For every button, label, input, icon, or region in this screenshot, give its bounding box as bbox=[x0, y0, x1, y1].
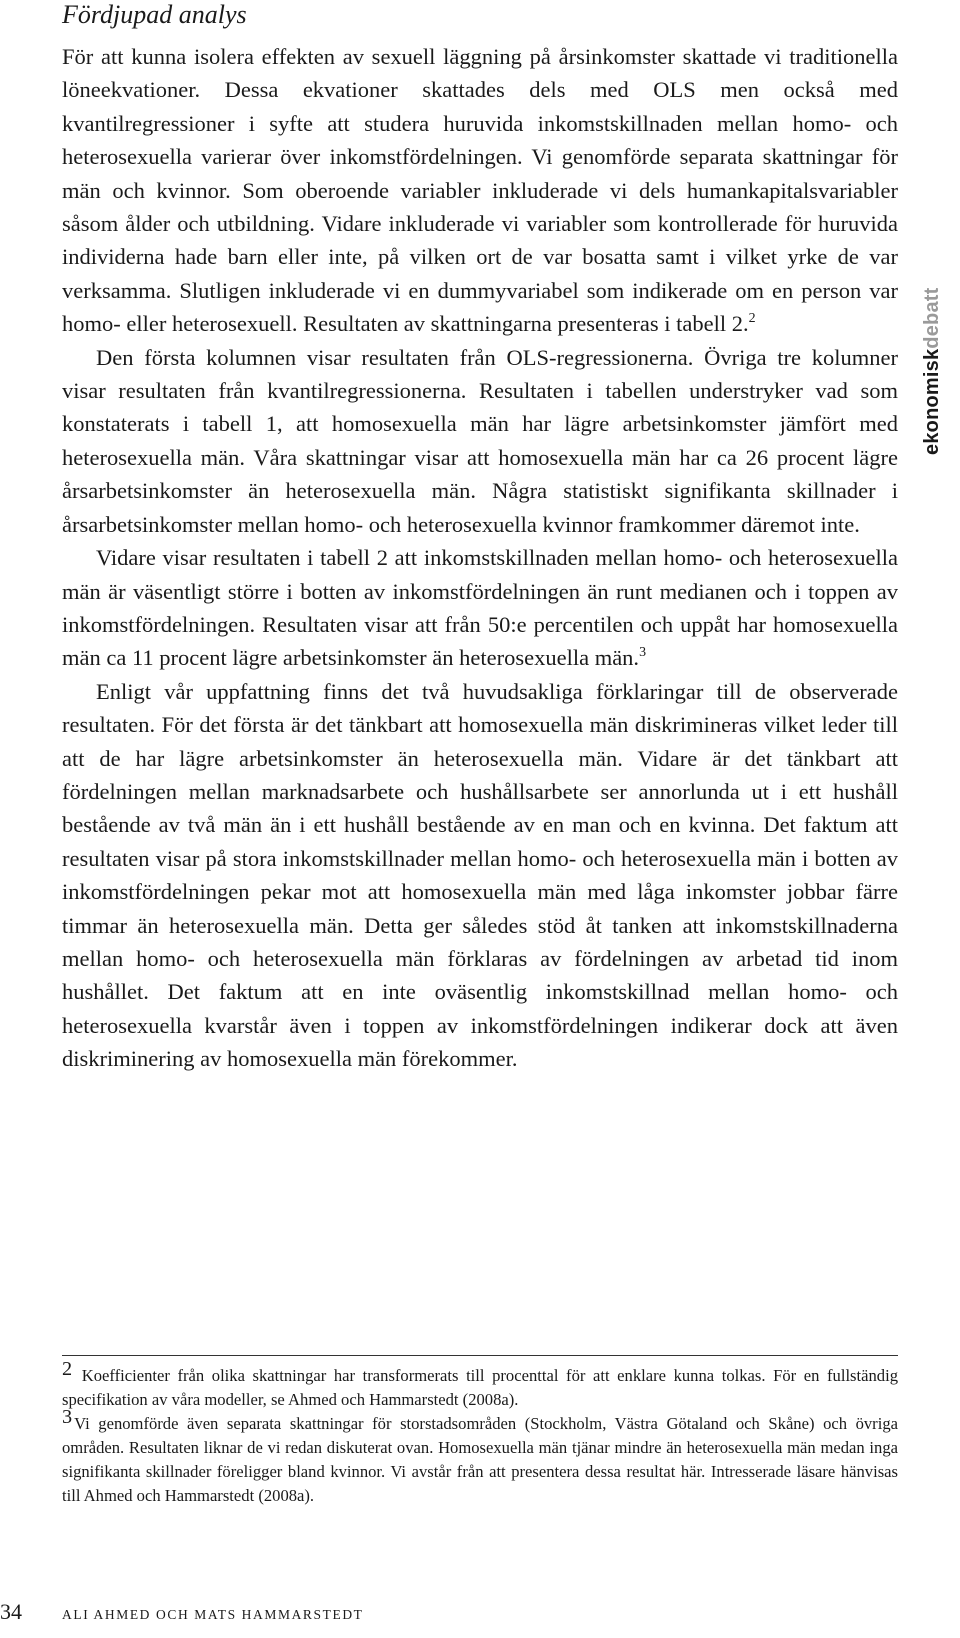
footnote bbox=[62, 1405, 898, 1508]
running-footer: ALI AHMED OCH MATS HAMMARSTEDT bbox=[62, 1607, 364, 1622]
paragraph-text: Den första kolumnen visar resultaten från OLS-regressionerna. Övriga tre kolumner visar resultaten från kvantilregressionerna. Resultaten i tabellen understryker vad som konstaterats i tabell 1, att homosexuella män har lägre arbetsinkomster jämfört med heterosexuella män. Våra skattningar visar att homosexuella män har ca 26 procent lägre årsarbetsinkomster än heterosexuella män. Några statistiskt signifikanta skillnader i årsarbetsinkomster mellan homo- och heterosexuella kvinnor framkommer däremot inte. bbox=[62, 344, 898, 537]
journal-name-part: ekonomisk bbox=[921, 348, 943, 455]
journal-name-part: debatt bbox=[921, 287, 943, 349]
footnote-ref[interactable]: 2 bbox=[748, 311, 756, 327]
section-heading: Fördjupad analys bbox=[62, 0, 247, 29]
paragraph bbox=[62, 341, 898, 541]
journal-side-label bbox=[921, 288, 944, 456]
page-number: 34 bbox=[0, 1599, 22, 1624]
paragraph bbox=[62, 675, 898, 1076]
paragraph bbox=[62, 40, 898, 341]
paragraph-text: Enligt vår uppfattning finns det två huvudsakliga förklaringar till de observerade resultaten. För det första är det tänkbart att homosexuella män diskrimineras vilket leder till att de har lägre arbetsinkomster än heterosexuella män. Vidare är det tänkbart att fördelningen mellan marknadsarbete och hushållsarbete ser annorlunda ut i ett hushåll bestående av två män än i ett hushåll bestående av en man och en kvinna. Det faktum att resultaten visar på stora inkomstskillnader mellan homo- och heterosexuella män i botten av inkomstfördelningen pekar mot att homosexuella män med låga inkomster jobbar färre timmar än heterosexuella män. Detta ger således stöd åt tanken att inkomstskillnaderna mellan homo- och heterosexuella män förklaras av fördelningen av arbetad tid inom hushållet. Det faktum att en inte oväsentlig inkomstskillnad mellan homo- och heterosexuella kvarstår även i toppen av inkomstfördelningen indikerar dock att även diskriminering av homosexuella män förekommer. bbox=[62, 678, 898, 1072]
footnotes bbox=[62, 1357, 898, 1508]
body-text bbox=[62, 40, 898, 1076]
footnote-text: Vi genomförde även separata skattningar för storstadsområden (Stockholm, Västra Götaland och Skåne) och övriga områden. Resultaten liknar de vi redan diskuterat ovan. Homosexuella män tjänar mindre än heterosexuella män medan inga signifikanta skillnader föreligger bland kvinnor. Vi avstår från att presentera dessa resultat här. Intresserade läsare hänvisas till Ahmed och Hammarstedt (2008a). bbox=[62, 1414, 898, 1505]
paragraph-text: Vidare visar resultaten i tabell 2 att inkomstskillnaden mellan homo- och heterosexuella män är väsentligt större i botten av inkomstfördelningen än runt medianen och i toppen av inkomstfördelningen. Resultaten visar att från 50:e percentilen och uppåt har homosexuella män ca 11 procent lägre arbetsinkomster än heterosexuella män. bbox=[62, 545, 898, 671]
footnote-text: Koefficienter från olika skattningar har transformerats till procenttal för att enklare kunna tolkas. För en fullständig specifikation av våra modeller, se Ahmed och Hammarstedt (2008a). bbox=[62, 1366, 898, 1409]
footnote-divider bbox=[62, 1355, 898, 1356]
paragraph-text: För att kunna isolera effekten av sexuell läggning på årsinkomster skattade vi traditionella löneekvationer. Dessa ekvationer skattades dels med OLS men också med kvantilregressioner i syfte att studera huruvida inkomstskillnaden mellan homo- och heterosexuella varierar över inkomstfördelningen. Vi genomförde separata skattningar för män och kvinnor. Som oberoende variabler inkluderade vi dels humankapitalsvariabler såsom ålder och utbildning. Vidare inkluderade vi variabler som kontrollerade för huruvida individerna hade barn eller inte, på vilken ort de var bosatta samt i vilket yrke de var verksamma. Slutligen inkluderade vi en dummyvariabel som indikerade om en person var homo- eller heterosexuell. Resultaten av skattningarna presenteras i tabell 2. bbox=[62, 44, 898, 337]
footnote bbox=[62, 1357, 898, 1412]
footnote-mark: 3 bbox=[62, 1405, 73, 1428]
paragraph bbox=[62, 541, 898, 675]
footnote-mark: 2 bbox=[62, 1357, 73, 1380]
footnote-ref[interactable]: 3 bbox=[639, 645, 647, 661]
